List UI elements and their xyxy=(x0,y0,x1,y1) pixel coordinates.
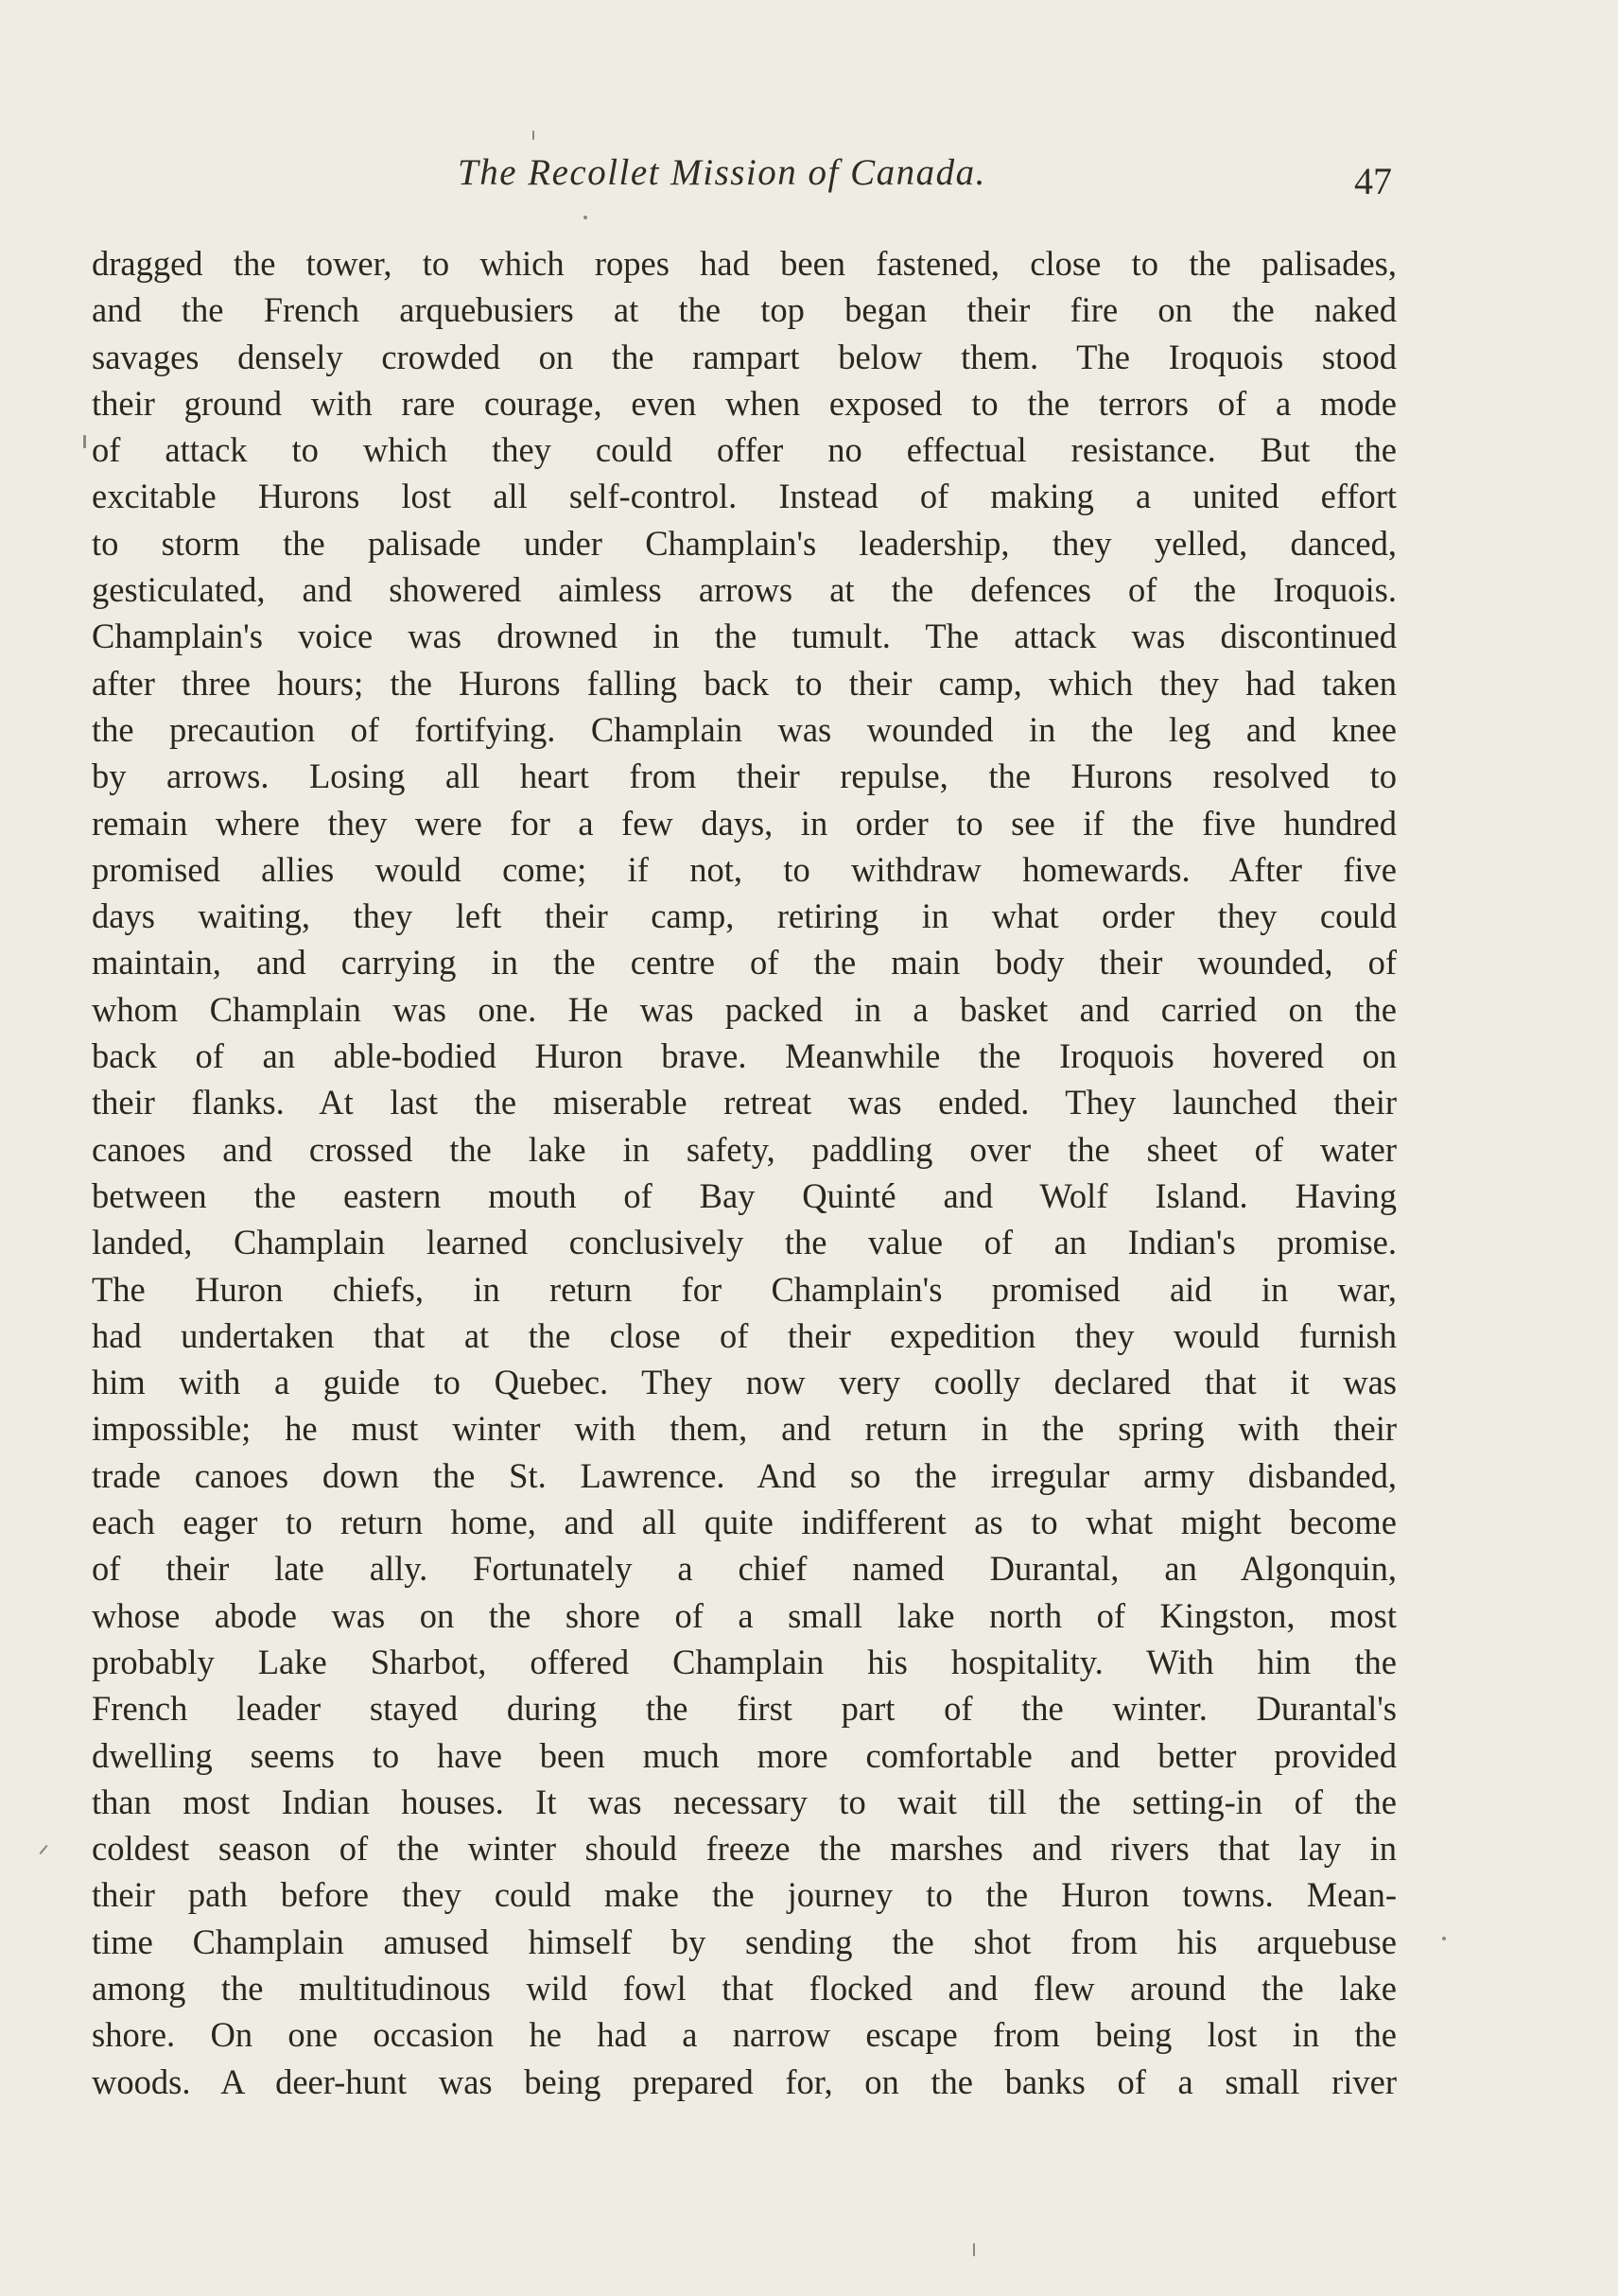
text-line: excitable Hurons lost all self-control. Instead of making a united effort xyxy=(92,477,1397,516)
body-text xyxy=(92,240,1397,2105)
text-line: impossible; he must winter with them, and return in the spring with their xyxy=(92,1409,1397,1449)
scan-speck xyxy=(39,1845,47,1854)
page-number: 47 xyxy=(1354,160,1392,202)
text-line: landed, Champlain learned conclusively the value of an Indian's promise. xyxy=(92,1223,1397,1262)
scan-speck xyxy=(83,435,86,448)
text-line: whose abode was on the shore of a small lake north of Kingston, most xyxy=(92,1595,1397,1635)
text-line: savages densely crowded on the rampart below them. The Iroquois stood xyxy=(92,337,1397,376)
text-line: canoes and crossed the lake in safety, paddling over the sheet of water xyxy=(92,1129,1397,1169)
text-line: dragged the tower, to which ropes had been fastened, close to the palisades, xyxy=(92,244,1397,283)
text-line: their flanks. At last the miserable retreat was ended. They launched their xyxy=(92,1083,1397,1122)
text-line: between the eastern mouth of Bay Quinté and Wolf Island. Having xyxy=(92,1175,1397,1215)
text-line: by arrows. Losing all heart from their repulse, the Hurons resolved to xyxy=(92,757,1397,796)
text-line: maintain, and carrying in the centre of the main body their wounded, of xyxy=(92,943,1397,983)
text-line: whom Champlain was one. He was packed in a basket and carried on the xyxy=(92,989,1397,1029)
text-line: him with a guide to Quebec. They now very coolly declared that it was xyxy=(92,1363,1397,1402)
scan-speck xyxy=(1442,1937,1446,1940)
text-line: and the French arquebusiers at the top began their fire on the naked xyxy=(92,290,1397,330)
scan-speck xyxy=(973,2243,975,2256)
text-line: had undertaken that at the close of their expedition they would furnish xyxy=(92,1315,1397,1355)
text-line: after three hours; the Hurons falling back to their camp, which they had taken xyxy=(92,663,1397,703)
text-line: their path before they could make the journey to the Huron towns. Mean- xyxy=(92,1875,1397,1915)
text-line: the precaution of fortifying. Champlain was wounded in the leg and knee xyxy=(92,709,1397,749)
text-line: of their late ally. Fortunately a chief named Durantal, an Algonquin, xyxy=(92,1549,1397,1589)
text-line: gesticulated, and showered aimless arrows at the defences of the Iroquois. xyxy=(92,570,1397,610)
text-line: French leader stayed during the first part of the winter. Durantal's xyxy=(92,1689,1397,1729)
scan-speck xyxy=(532,130,534,140)
text-line: days waiting, they left their camp, retiring in what order they could xyxy=(92,896,1397,936)
text-line: Champlain's voice was drowned in the tumult. The attack was discontinued xyxy=(92,617,1397,656)
text-line: The Huron chiefs, in return for Champlain's promised aid in war, xyxy=(92,1269,1397,1309)
running-title: The Recollet Mission of Canada. xyxy=(458,152,986,193)
scan-speck xyxy=(583,216,587,219)
text-line: trade canoes down the St. Lawrence. And so the irregular army disbanded, xyxy=(92,1455,1397,1495)
text-line: probably Lake Sharbot, offered Champlain his hospitality. With him the xyxy=(92,1642,1397,1681)
text-line: promised allies would come; if not, to withdraw homewards. After five xyxy=(92,849,1397,889)
text-line: than most Indian houses. It was necessary to wait till the setting-in of the xyxy=(92,1782,1397,1821)
text-line: their ground with rare courage, even when exposed to the terrors of a mode xyxy=(92,383,1397,423)
running-head xyxy=(0,151,1618,208)
text-line: remain where they were for a few days, in order to see if the five hundred xyxy=(92,803,1397,843)
text-line: coldest season of the winter should freeze the marshes and rivers that lay in xyxy=(92,1829,1397,1869)
text-line: each eager to return home, and all quite indifferent as to what might become xyxy=(92,1503,1397,1542)
text-line: woods. A deer-hunt was being prepared for, on the banks of a small river xyxy=(92,2061,1397,2101)
text-line: among the multitudinous wild fowl that flocked and flew around the lake xyxy=(92,1968,1397,2008)
text-line: to storm the palisade under Champlain's leadership, they yelled, danced, xyxy=(92,523,1397,563)
text-line: dwelling seems to have been much more comfortable and better provided xyxy=(92,1735,1397,1775)
text-line: time Champlain amused himself by sending the shot from his arquebuse xyxy=(92,1922,1397,1961)
text-line: shore. On one occasion he had a narrow escape from being lost in the xyxy=(92,2015,1397,2055)
text-line: of attack to which they could offer no effectual resistance. But the xyxy=(92,430,1397,470)
text-line: back of an able-bodied Huron brave. Meanwhile the Iroquois hovered on xyxy=(92,1036,1397,1076)
